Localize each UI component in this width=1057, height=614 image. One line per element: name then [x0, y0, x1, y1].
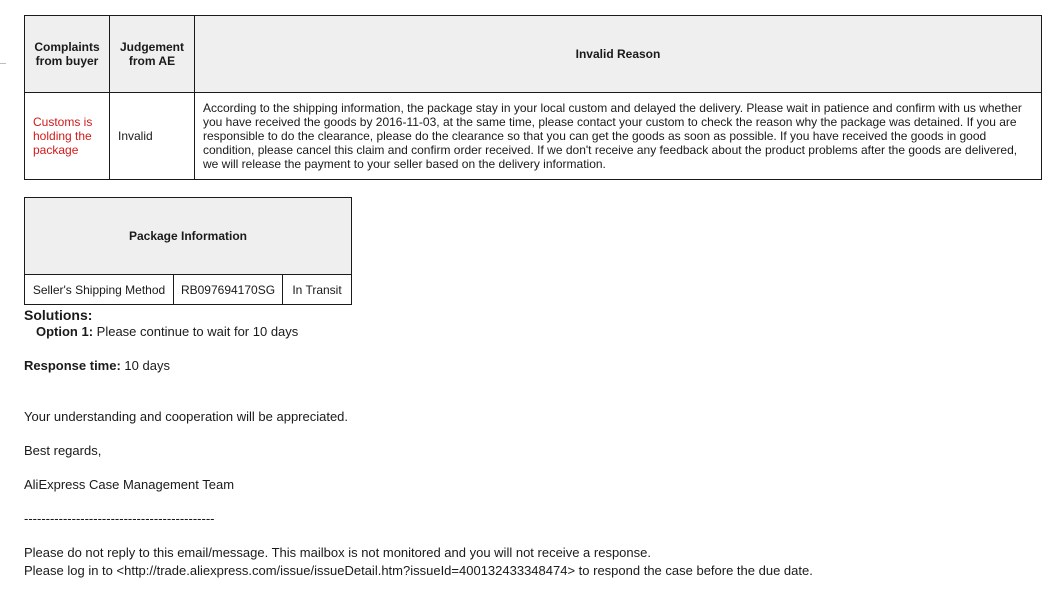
noreply-notice: Please do not reply to this email/message. This mailbox is not monitored and you will not receive a response. [24, 545, 651, 560]
header-invalid-reason: Invalid Reason [195, 16, 1042, 93]
judgement-cell: Invalid [110, 93, 195, 180]
response-time-value: 10 days [120, 358, 170, 373]
appreciation-text: Your understanding and cooperation will be appreciated. [24, 409, 349, 424]
header-judgement-from-ae: Judgement from AE [110, 16, 195, 93]
header-complaints-from-buyer: Complaints from buyer [25, 16, 110, 93]
reason-cell: According to the shipping information, the package stay in your local custom and delayed the delivery. Please wait in patience and confirm with us whether you have received the goods by 2016-11-03, at the same time, please contact your custom to check the reason why the package was detained. If you are responsible to do the clearance, please do the clearance so that you can get the goods as soon as possible. If you have received the goods in good condition, please cancel this claim and confirm order received. If we don't receive any feedback about the product problems after the goods are delivered, we will release the payment to your seller based on the delivery information. [195, 93, 1042, 180]
option-label: Option 1: [36, 324, 94, 339]
header-package-information: Package Information [25, 198, 352, 275]
complaint-cell: Customs is holding the package [25, 93, 110, 180]
login-instruction: Please log in to <http://trade.aliexpress.com/issue/issueDetail.htm?issueId=400132433348474> to respond the case before the due date. [24, 563, 813, 578]
tracking-number-cell: RB097694170SG [174, 275, 283, 305]
complaints-table [24, 15, 1042, 180]
team-signature: AliExpress Case Management Team [24, 477, 235, 492]
shipping-status-cell: In Transit [283, 275, 352, 305]
regards-text: Best regards, [24, 443, 102, 458]
page-edge-mark [0, 63, 6, 64]
divider-line: -------------------------------------------- [24, 511, 215, 526]
shipping-method-cell: Seller's Shipping Method [25, 275, 174, 305]
response-time-label: Response time: [24, 358, 121, 373]
solutions-heading: Solutions: [24, 307, 93, 323]
complaints-table-row [25, 93, 1042, 180]
solution-option-1 [36, 324, 298, 339]
package-info-table [24, 197, 352, 305]
response-time [24, 358, 170, 373]
complaints-table-header-row [25, 16, 1042, 93]
package-table-header-row [25, 198, 352, 275]
package-table-row [25, 275, 352, 305]
option-text: Please continue to wait for 10 days [93, 324, 299, 339]
